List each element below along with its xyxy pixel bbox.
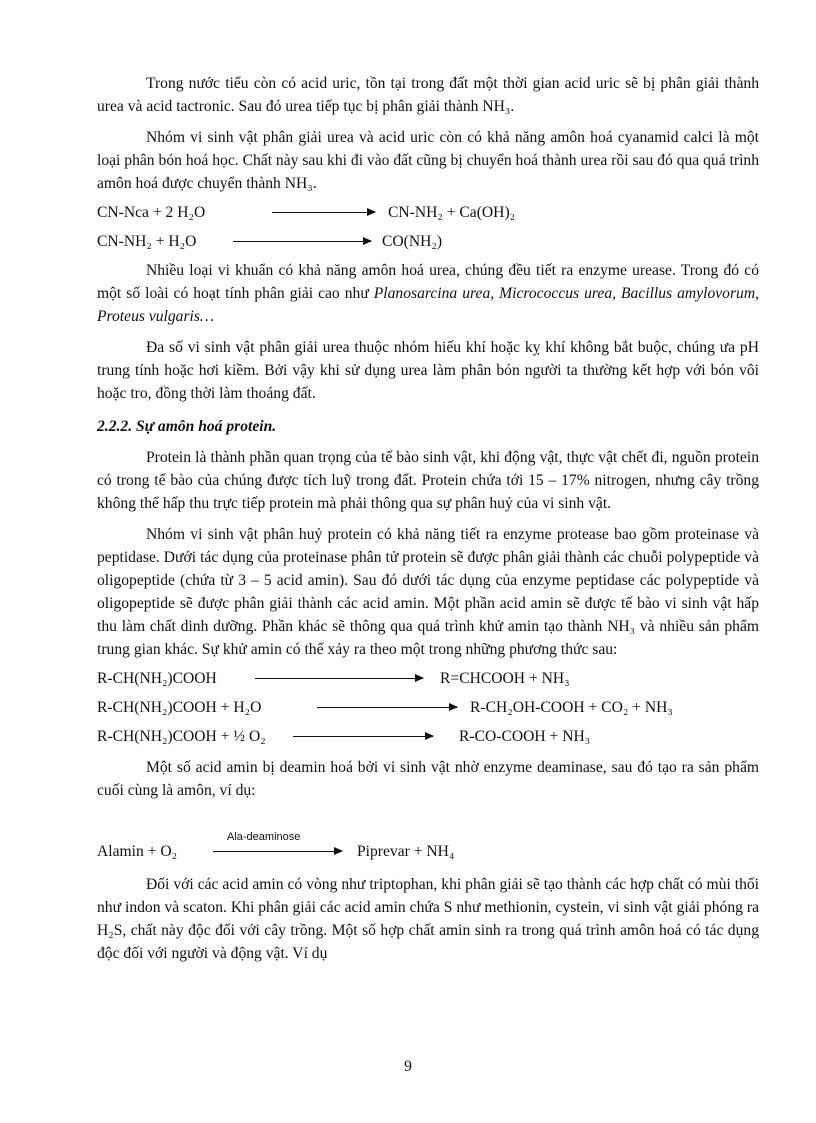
equation-deamination-1: [97, 667, 759, 690]
paragraph-protease: Nhóm vi sinh vật phân huỷ protein có khả năng tiết ra enzyme protease bao gồm proteinase và peptidase. Dưới tác dụng của proteinase phân tử protein sẽ được phân giải thành các chuỗi polypeptide và oligopeptide (chứa từ 3 – 5 acid amin). Sau đó dưới tác dụng của enzyme peptidase các polypeptide và oligopeptide sẽ được phân giải thành các acid amin. Một phần acid amin sẽ được tế bào vi sinh vật hấp thu làm chất dinh dưỡng. Phần khác sẽ thông qua quá trình khử amin tạo thành NH₃ và nhiều sản phẩm trung gian khác. Sự khử amin có thể xảy ra theo một trong những phương thức sau:: [97, 526, 759, 658]
paragraph-aromatic-amino: Đối với các acid amin có vòng như triptophan, khi phân giải sẽ tạo thành các hợp chất có mùi thối như indon và scaton. Khi phân giải các acid amin chứa S như methionin, cystein, vi sinh vật giải phóng ra H₂S, chất này độc đối với cây trồng. Một số hợp chất amin sinh ra trong quá trình amôn hoá có tác dụng độc đối với người và động vật. Ví dụ: [97, 876, 759, 962]
enzyme-label: Ala-deaminose: [227, 831, 301, 843]
paragraph-urea-microbes: Đa số vi sinh vật phân giải urea thuộc nhóm hiếu khí hoặc kỵ khí không bắt buộc, chúng ưa pH trung tính hoặc hơi kiềm. Bởi vậy khi sử dụng urea làm phân bón người ta thường kết hợp với bón vôi hoặc tro, đồng thời làm thoáng đất.: [97, 339, 759, 402]
document-page: [97, 72, 759, 965]
equation-right: R=CHCOOH + NH₃: [440, 670, 570, 687]
equation-left: Alamin + O₂: [97, 843, 178, 860]
page-number: 9: [404, 1058, 412, 1075]
equation-right: CN-NH₂ + Ca(OH)₂: [388, 204, 516, 221]
paragraph-text: Nhiều loại vi khuẩn có khả năng amôn hoá urea, chúng đều tiết ra enzyme urease. Trong đó có một số loài có hoạt tính phân giải cao như: [97, 262, 759, 302]
equation-alamin-deamination: [97, 831, 759, 863]
equation-left: CN-NH₂ + H₂O: [97, 233, 197, 250]
paragraph-uric-acid: Trong nước tiểu còn có acid uric, tồn tại trong đất một thời gian acid uric sẽ bị phân giải thành urea và acid tactronic. Sau đó urea tiếp tục bị phân giải thành NH₃.: [97, 75, 759, 115]
equation-cyanamid-hydrolysis: [97, 201, 759, 224]
equation-right: Piprevar + NH₄: [357, 843, 455, 860]
paragraph-cyanamid: Nhóm vi sinh vật phân giải urea và acid uric còn có khả năng amôn hoá cyanamid calci là một loại phân bón hoá học. Chất này sau khi đi vào đất cũng bị chuyển hoá thành urea rồi sau đó qua quá trình amôn hoá được chuyển thành NH₃.: [97, 129, 759, 192]
reaction-arrow: [317, 707, 457, 708]
equation-deamination-2: [97, 696, 759, 719]
equation-left: R-CH(NH₂)COOH: [97, 670, 217, 687]
equation-right: R-CO-COOH + NH₃: [459, 728, 591, 745]
reaction-arrow: [293, 736, 433, 737]
equation-right: CO(NH₂): [382, 233, 443, 250]
section-heading: 2.2.2. Sự amôn hoá protein.: [97, 418, 277, 435]
species-list: Planosarcina urea, Micrococcus urea, Bacillus amylovorum, Proteus vulgaris…: [97, 285, 759, 325]
paragraph-protein: Protein là thành phần quan trọng của tế bào sinh vật, khi động vật, thực vật chết đi, nguồn protein có trong tế bào của chúng được tích luỹ trong đất. Protein chứa tới 15 – 17% nitrogen, nhưng cây trồng không thể hấp thu trực tiếp protein mà phải thông qua sự phân huỷ của vi sinh vật.: [97, 449, 759, 512]
equation-urea-formation: [97, 230, 759, 253]
reaction-arrow: [272, 212, 375, 213]
equation-right: R-CH₂OH-COOH + CO₂ + NH₃: [470, 699, 673, 716]
equation-left: CN-Nca + 2 H₂O: [97, 204, 206, 221]
reaction-arrow: [233, 241, 371, 242]
paragraph-deaminase: Một số acid amin bị deamin hoá bởi vi sinh vật nhờ enzyme deaminase, sau đó tạo ra sản phẩm cuối cùng là amôn, ví dụ:: [97, 759, 759, 799]
reaction-arrow: [255, 678, 423, 679]
reaction-arrow: [213, 851, 342, 852]
equation-left: R-CH(NH₂)COOH + ½ O₂: [97, 728, 266, 745]
equation-deamination-3: [97, 725, 759, 748]
equation-left: R-CH(NH₂)COOH + H₂O: [97, 699, 262, 716]
paragraph-urease-bacteria: [97, 259, 759, 328]
